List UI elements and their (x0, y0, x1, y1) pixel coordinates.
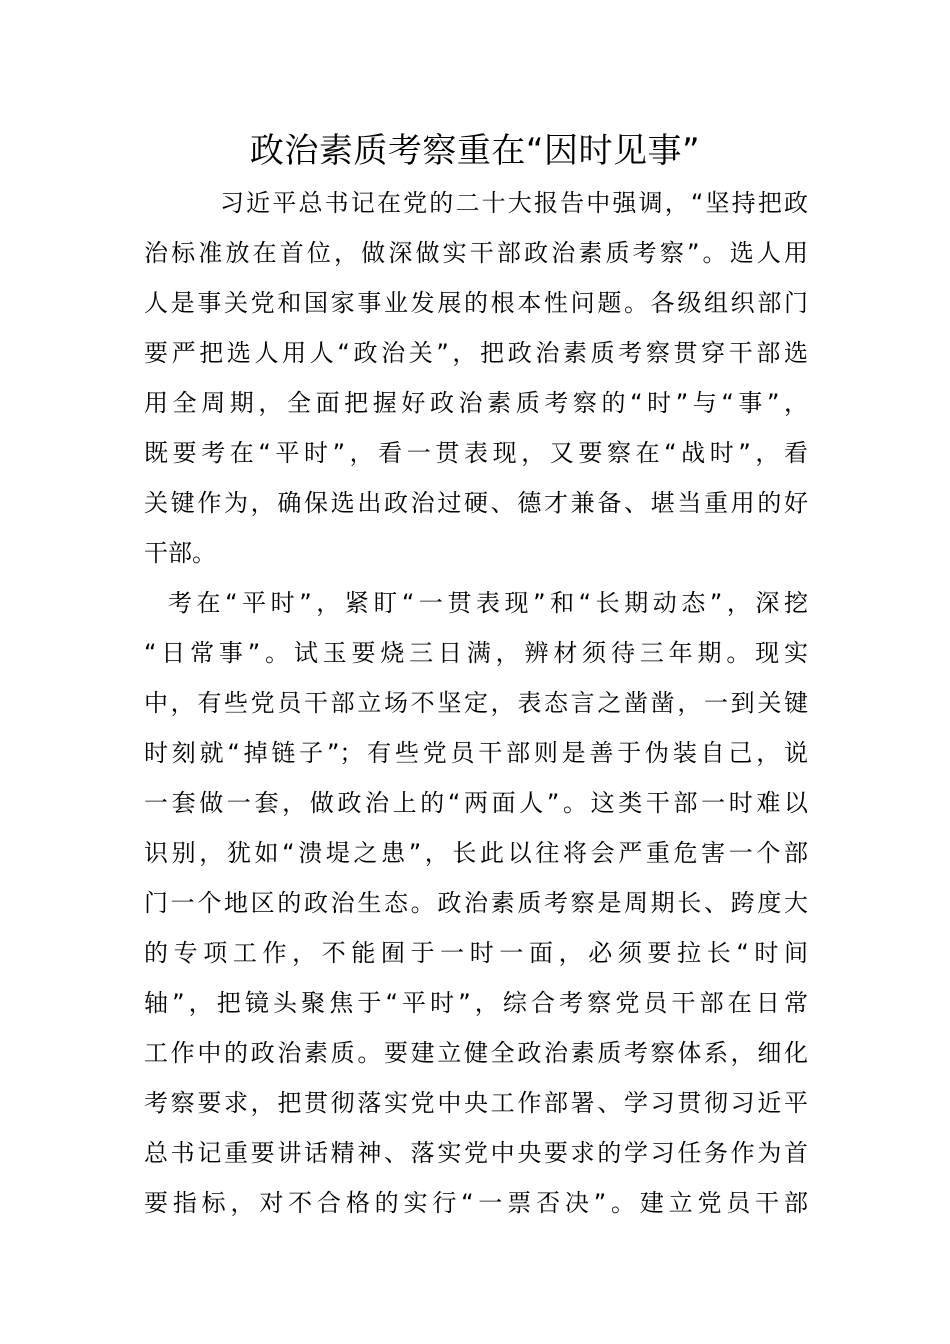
paragraph-1 (144, 178, 808, 578)
paragraph-line: 轴”，把镜头聚焦于“平时”，综合考察党员干部在日常 (144, 989, 808, 1017)
paragraph-line: 用全周期，全面把握好政治素质考察的“时”与“事”， (144, 389, 808, 417)
paragraph-line: 干部。 (144, 539, 216, 567)
paragraph-line: 识别，犹如“溃堤之患”，长此以往将会严重危害一个部 (144, 839, 808, 867)
paragraph-line: 中，有些党员干部立场不坚定，表态言之凿凿，一到关键 (144, 689, 808, 717)
document-title: 政治素质考察重在“因时见事” (249, 131, 701, 171)
paragraph-line: 考在“平时”，紧盯“一贯表现”和“长期动态”，深挖 (168, 589, 808, 617)
paragraph-line: 既要考在“平时”，看一贯表现，又要察在“战时”，看 (144, 439, 808, 467)
paragraph-line: 门一个地区的政治生态。政治素质考察是周期长、跨度大 (144, 889, 808, 917)
paragraph-line: 总书记重要讲话精神、落实党中央要求的学习任务作为首 (144, 1139, 808, 1167)
paragraph-line: 习近平总书记在党的二十大报告中强调，“坚持把政 (220, 189, 808, 217)
paragraph-line: 要严把选人用人“政治关”，把政治素质考察贯穿干部选 (144, 339, 808, 367)
paragraph-line: 工作中的政治素质。要建立健全政治素质考察体系，细化 (144, 1039, 808, 1067)
paragraph-2 (144, 578, 808, 1228)
paragraph-line: “日常事”。试玉要烧三日满，辨材须待三年期。现实 (144, 639, 808, 667)
paragraph-line: 要指标，对不合格的实行“一票否决”。建立党员干部 (144, 1189, 808, 1217)
paragraph-line: 人是事关党和国家事业发展的根本性问题。各级组织部门 (144, 289, 808, 317)
paragraph-line: 一套做一套，做政治上的“两面人”。这类干部一时难以 (144, 789, 808, 817)
paragraph-line: 关键作为，确保选出政治过硬、德才兼备、堪当重用的好 (144, 489, 808, 517)
paragraph-line: 的专项工作，不能囿于一时一面，必须要拉长“时间 (144, 939, 808, 967)
document-body (144, 178, 808, 1228)
paragraph-line: 考察要求，把贯彻落实党中央工作部署、学习贯彻习近平 (144, 1089, 808, 1117)
paragraph-line: 时刻就“掉链子”；有些党员干部则是善于伪装自己，说 (144, 739, 808, 767)
paragraph-line: 治标准放在首位，做深做实干部政治素质考察”。选人用 (144, 239, 808, 267)
